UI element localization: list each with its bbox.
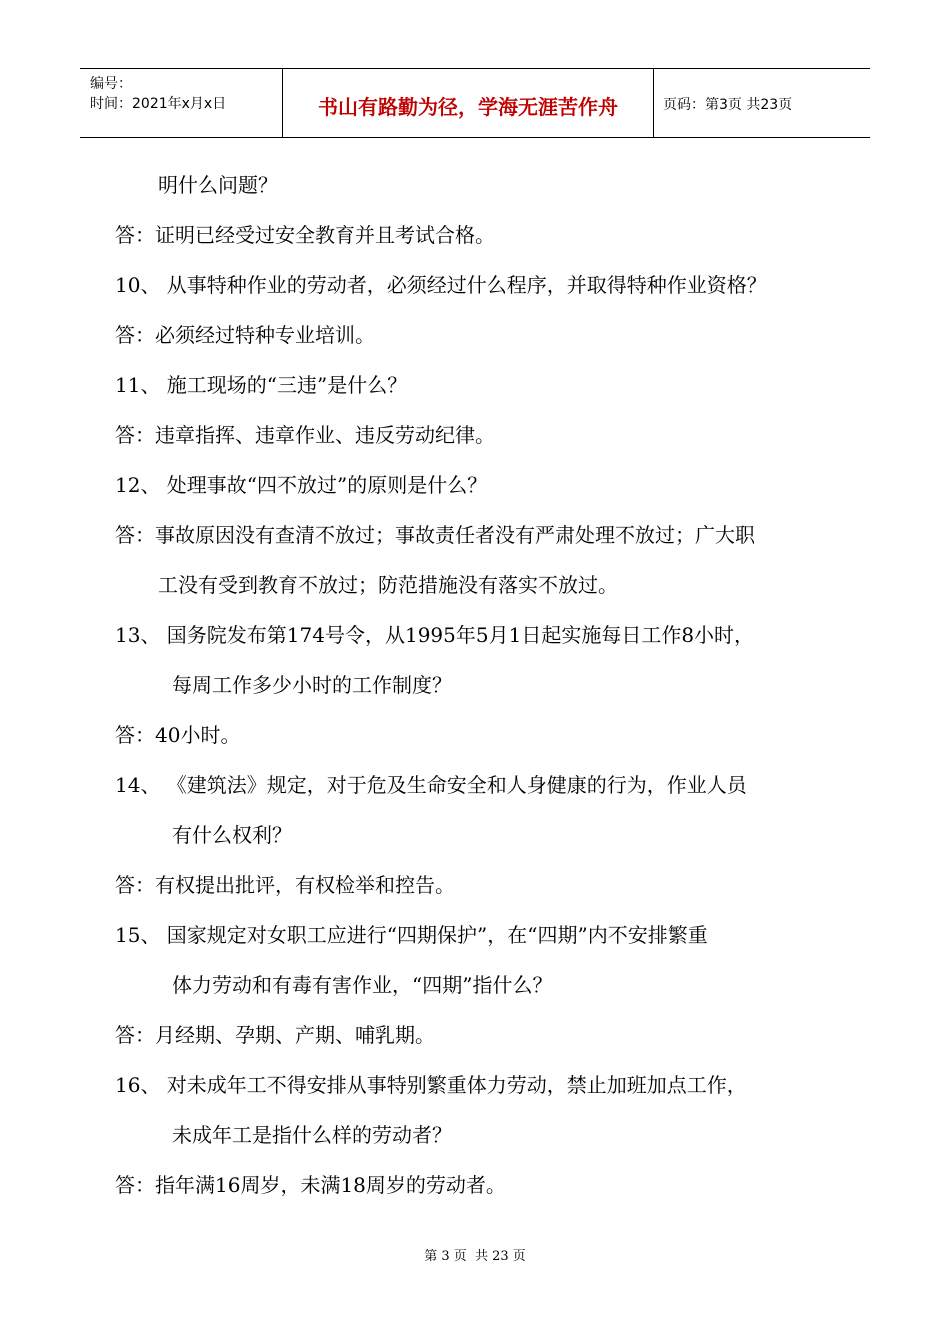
text-line: 明什么问题？: [158, 173, 278, 197]
answer-line: 答：证明已经受过安全教育并且考试合格。: [115, 223, 495, 247]
answer-line: 答：指年满16周岁，未满18周岁的劳动者。: [115, 1173, 506, 1197]
answer-continuation-line: 工没有受到教育不放过；防范措施没有落实不放过。: [158, 573, 618, 597]
answer-line: 答：事故原因没有查清不放过；事故责任者没有严肃处理不放过；广大职: [115, 523, 755, 547]
header-page-number: 页码：第3页 共23页: [663, 97, 793, 113]
question-line: 14、 《建筑法》规定，对于危及生命安全和人身健康的行为，作业人员: [115, 773, 747, 797]
question-line: 12、 处理事故“四不放过”的原则是什么？: [115, 473, 488, 497]
page-footer: 第 3 页 共 23 页: [424, 1249, 526, 1264]
answer-line: 答：有权提出批评，有权检举和控告。: [115, 873, 455, 897]
header-right-cell: [653, 69, 870, 137]
question-line: 16、 对未成年工不得安排从事特别繁重体力劳动，禁止加班加点工作，: [115, 1073, 747, 1097]
header-motto: 书山有路勤为径，学海无涯苦作舟: [318, 95, 618, 119]
answer-line: 答：违章指挥、违章作业、违反劳动纪律。: [115, 423, 495, 447]
document-number-label: 编号：: [90, 76, 132, 92]
question-continuation-line: 有什么权利？: [172, 823, 292, 847]
header-middle-cell: [282, 69, 654, 137]
question-continuation-line: 每周工作多少小时的工作制度？: [172, 673, 452, 697]
question-continuation-line: 未成年工是指什么样的劳动者？: [172, 1123, 452, 1147]
header-left-cell: [80, 69, 281, 137]
answer-line: 答：40小时。: [115, 723, 241, 747]
document-date-label: 时间：2021年x月x日: [90, 96, 227, 112]
question-line: 10、 从事特种作业的劳动者，必须经过什么程序，并取得特种作业资格？: [115, 273, 767, 297]
question-line: 15、 国家规定对女职工应进行“四期保护”，在“四期”内不安排繁重: [115, 923, 708, 947]
answer-line: 答：月经期、孕期、产期、哺乳期。: [115, 1023, 435, 1047]
page-header: [80, 68, 870, 138]
question-line: 13、 国务院发布第174号令，从1995年5月1日起实施每日工作8小时，: [115, 623, 755, 647]
question-line: 11、 施工现场的“三违”是什么？: [115, 373, 408, 397]
question-continuation-line: 体力劳动和有毒有害作业，“四期”指什么？: [172, 973, 553, 997]
answer-line: 答：必须经过特种专业培训。: [115, 323, 375, 347]
